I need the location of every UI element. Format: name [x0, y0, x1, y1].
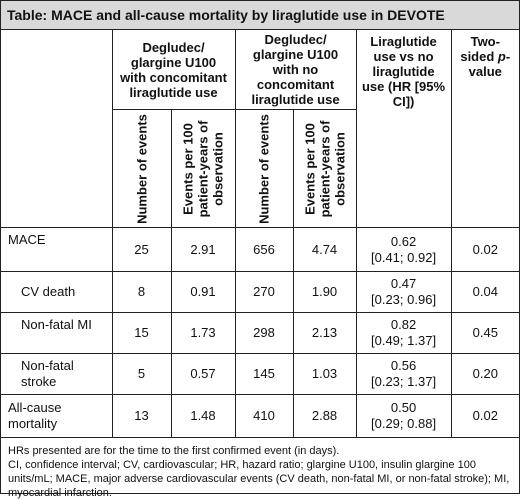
group-header-no-liraglutide: Degludec/ glargine U100 with no concomitant liraglutide use	[235, 30, 356, 110]
row-label-mace: MACE	[1, 228, 112, 272]
cell-p-value: 0.45	[451, 313, 519, 354]
subheader-rate-g2: Events per 100 patient-years of observation	[293, 110, 356, 228]
hr-column-header: Liraglutide use vs no liraglutide use (HR [95% CI])	[356, 30, 451, 228]
cell-g2-rate: 2.88	[293, 395, 356, 438]
table-title: Table: MACE and all-cause mortality by liraglutide use in DEVOTE	[1, 1, 519, 30]
cell-g2-events: 270	[235, 272, 293, 313]
cell-g2-rate: 2.13	[293, 313, 356, 354]
row-label-header	[1, 30, 112, 228]
cell-hr: 0.50 [0.29; 0.88]	[356, 395, 451, 438]
table-row	[1, 395, 519, 438]
table-row	[1, 272, 519, 313]
cell-hr: 0.56 [0.23; 1.37]	[356, 354, 451, 395]
cell-g2-rate: 4.74	[293, 228, 356, 272]
cell-hr: 0.82 [0.49; 1.37]	[356, 313, 451, 354]
cell-p-value: 0.02	[451, 228, 519, 272]
p-value-column-header: Two-sided p-value	[451, 30, 519, 228]
cell-g1-rate: 1.73	[171, 313, 235, 354]
row-label-non-fatal-stroke: Non-fatal stroke	[1, 354, 112, 395]
cell-g2-events: 298	[235, 313, 293, 354]
table-row	[1, 228, 519, 272]
results-table	[1, 30, 519, 438]
table-row	[1, 354, 519, 395]
cell-p-value: 0.04	[451, 272, 519, 313]
cell-g2-events: 410	[235, 395, 293, 438]
cell-p-value: 0.20	[451, 354, 519, 395]
cell-g1-rate: 0.91	[171, 272, 235, 313]
cell-g1-events: 13	[112, 395, 171, 438]
table-footnotes	[1, 438, 519, 500]
subheader-rate-g1: Events per 100 patient-years of observation	[171, 110, 235, 228]
cell-g1-events: 25	[112, 228, 171, 272]
row-label-all-cause-mortality: All-cause mortality	[1, 395, 112, 438]
cell-hr: 0.62 [0.41; 0.92]	[356, 228, 451, 272]
row-label-cv-death: CV death	[1, 272, 112, 313]
cell-g1-rate: 1.48	[171, 395, 235, 438]
table-row	[1, 313, 519, 354]
group-header-with-liraglutide: Degludec/ glargine U100 with concomitant liraglutide use	[112, 30, 235, 110]
cell-g1-rate: 2.91	[171, 228, 235, 272]
footnote-abbreviations: CI, confidence interval; CV, cardiovascular; HR, hazard ratio; glargine U100, insulin glargine 100 units/mL; MACE, major adverse cardiovascular events (CV death, non-fatal MI, or non-fatal stroke); MI, myocardial infarction.	[8, 459, 510, 499]
cell-g2-rate: 1.03	[293, 354, 356, 395]
cell-g1-events: 8	[112, 272, 171, 313]
cell-g1-events: 5	[112, 354, 171, 395]
cell-g1-events: 15	[112, 313, 171, 354]
cell-hr: 0.47 [0.23; 0.96]	[356, 272, 451, 313]
cell-g2-rate: 1.90	[293, 272, 356, 313]
cell-g2-events: 656	[235, 228, 293, 272]
cell-g2-events: 145	[235, 354, 293, 395]
subheader-events-g1: Number of events	[112, 110, 171, 228]
footnote-hr-definition: HRs presented are for the time to the first confirmed event (in days).	[8, 445, 340, 457]
cell-p-value: 0.02	[451, 395, 519, 438]
cell-g1-rate: 0.57	[171, 354, 235, 395]
subheader-events-g2: Number of events	[235, 110, 293, 228]
row-label-non-fatal-mi: Non-fatal MI	[1, 313, 112, 354]
